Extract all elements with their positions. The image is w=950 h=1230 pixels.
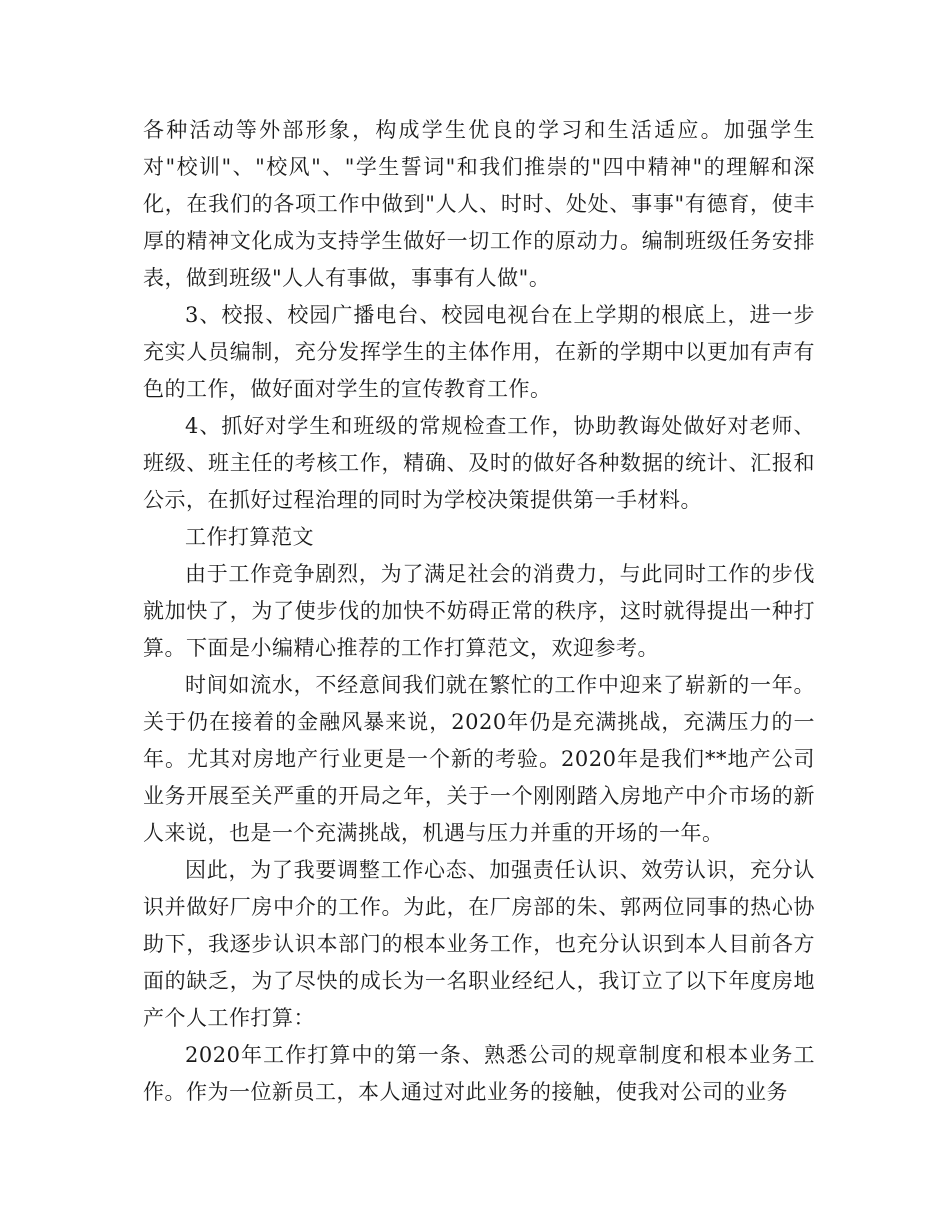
paragraph-6: 时间如流水，不经意间我们就在繁忙的工作中迎来了崭新的一年。关于仍在接着的金融风暴来说，2020年仍是充满挑战，充满压力的一年。尤其对房地产行业更是一个新的考验。2020年是我们**地产公司业务开展至关严重的开局之年，关于一个刚刚踏入房地产中介市场的新人来说，也是一个充满挑战，机遇与压力并重的开场的一年。	[143, 673, 815, 845]
paragraph-1: 各种活动等外部形象，构成学生优良的学习和生活适应。加强学生对"校训"、"校风"、"学生誓词"和我们推崇的"四中精神"的理解和深化，在我们的各项工作中做到"人人、时时、处处、事事"有德育，使丰厚的精神文化成为支持学生做好一切工作的原动力。编制班级任务安排表，做到班级"人人有事做，事事有人做"。	[143, 118, 815, 290]
document-body	[143, 112, 815, 1111]
paragraph-2: 3、校报、校园广播电台、校园电视台在上学期的根底上，进一步充实人员编制，充分发挥学生的主体作用，在新的学期中以更加有声有色的工作，做好面对学生的宣传教育工作。	[143, 303, 815, 401]
paragraph-3: 4、抓好对学生和班级的常规检查工作，协助教诲处做好对老师、班级、班主任的考核工作，精确、及时的做好各种数据的统计、汇报和公示，在抓好过程治理的同时为学校决策提供第一手材料。	[143, 414, 815, 512]
paragraph-5: 由于工作竞争剧烈，为了满足社会的消费力，与此同时工作的步伐就加快了，为了使步伐的加快不妨碍正常的秩序，这时就得提出一种打算。下面是小编精心推荐的工作打算范文，欢迎参考。	[143, 562, 815, 660]
paragraph-8: 2020年工作打算中的第一条、熟悉公司的规章制度和根本业务工作。作为一位新员工，本人通过对此业务的接触，使我对公司的业务	[143, 1043, 815, 1104]
paragraph-7: 因此，为了我要调整工作心态、加强责任认识、效劳认识，充分认识并做好厂房中介的工作。为此，在厂房部的朱、郭两位同事的热心协助下，我逐步认识本部门的根本业务工作，也充分认识到本人目前各方面的缺乏，为了尽快的成长为一名职业经纪人，我订立了以下年度房地产个人工作打算：	[143, 858, 815, 1030]
section-heading: 工作打算范文	[185, 525, 314, 549]
